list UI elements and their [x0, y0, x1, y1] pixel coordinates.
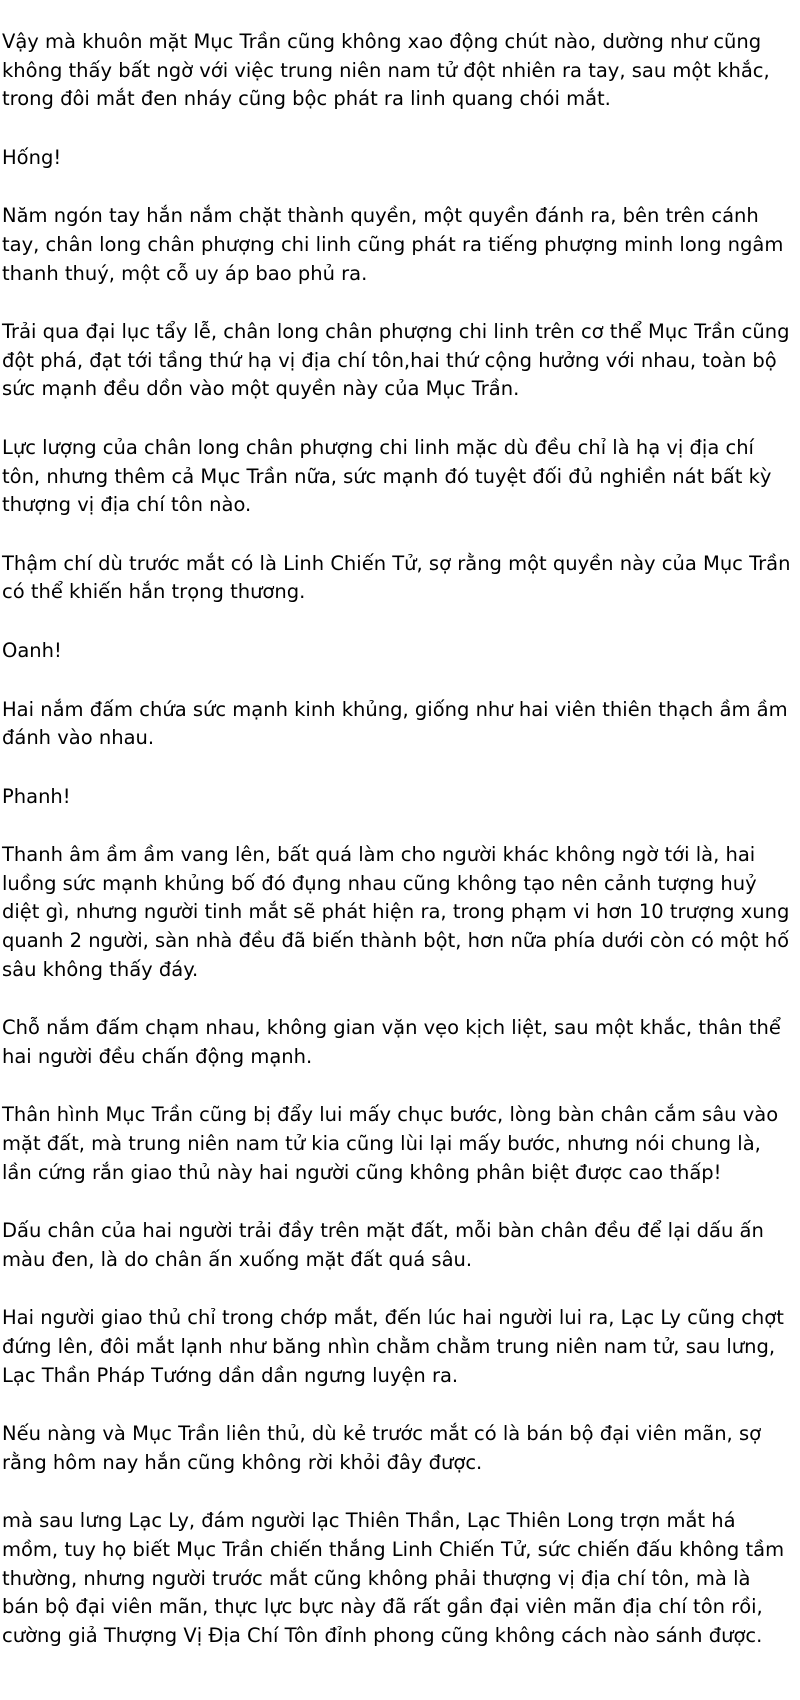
paragraph-9: Phanh! [2, 784, 71, 808]
paragraph-1: Vậy mà khuôn mặt Mục Trần cũng không xao động chút nào, dường như cũng không thấy bất ngờ với việc trung niên nam tử đột nhiên ra tay, sau một khắc, trong đôi mắt đen nháy cũng bộc phát ra linh quang chói mắt. [2, 30, 770, 111]
paragraph-16: mà sau lưng Lạc Ly, đám người lạc Thiên Thần, Lạc Thiên Long trợn mắt há mồm, tuy họ biết Mục Trần chiến thắng Linh Chiến Tử, sức chiến đấu không tầm thường, nhưng người trước mắt cũng không phải thượng vị địa chí tôn, mà là bán bộ đại viên mãn, thực lực bực này đã rất gần đại viên mãn địa chí tôn rồi, cường giả Thượng Vị Địa Chí Tôn đỉnh phong cũng không cách nào sánh được. [2, 1509, 785, 1647]
paragraph-8: Hai nắm đấm chứa sức mạnh kinh khủng, giống như hai viên thiên thạch ầm ầm đánh vào nhau. [2, 697, 788, 750]
paragraph-7: Oanh! [2, 638, 62, 662]
paragraph-14: Hai người giao thủ chỉ trong chớp mắt, đến lúc hai người lui ra, Lạc Ly cũng chợt đứng lên, đôi mắt lạnh như băng nhìn chằm chằm trung niên nam tử, sau lưng, Lạc Thần Pháp Tướng dần dần ngưng luyện ra. [2, 1306, 784, 1387]
paragraph-12: Thân hình Mục Trần cũng bị đẩy lui mấy chục bước, lòng bàn chân cắm sâu vào mặt đất, mà trung niên nam tử kia cũng lùi lại mấy bước, nhưng nói chung là, lần cứng rắn giao thủ này hai người cũng không phân biệt được cao thấp! [2, 1103, 779, 1184]
paragraph-15: Nếu nàng và Mục Trần liên thủ, dù kẻ trước mắt có là bán bộ đại viên mãn, sợ rằng hôm nay hắn cũng không rời khỏi đây được. [2, 1422, 762, 1474]
paragraph-13: Dấu chân của hai người trải đầy trên mặt đất, mỗi bàn chân đều để lại dấu ấn màu đen, là do chân ấn xuống mặt đất quá sâu. [2, 1219, 764, 1271]
paragraph-6: Thậm chí dù trước mắt có là Linh Chiến Tử, sợ rằng một quyền này của Mục Trần có thể khiến hắn trọng thương. [2, 551, 791, 604]
paragraph-3: Năm ngón tay hắn nắm chặt thành quyền, một quyền đánh ra, bên trên cánh tay, chân long chân phượng chi linh cũng phát ra tiếng phượng minh long ngâm thanh thuý, một cỗ uy áp bao phủ ra. [2, 204, 784, 285]
paragraph-10: Thanh âm ầm ầm vang lên, bất quá làm cho người khác không ngờ tới là, hai luồng sức mạnh khủng bố đó đụng nhau cũng không tạo nên cảnh tượng huỷ diệt gì, nhưng người tinh mắt sẽ phát hiện ra, trong phạm vi hơn 10 trượng xung quanh 2 người, sàn nhà đều đã biến thành bột, hơn nữa phía dưới còn có một hố sâu không thấy đáy. [2, 843, 790, 981]
paragraph-5: Lực lượng của chân long chân phượng chi linh mặc dù đều chỉ là hạ vị địa chí tôn, nhưng thêm cả Mục Trần nữa, sức mạnh đó tuyệt đối đủ nghiền nát bất kỳ thượng vị địa chí tôn nào. [2, 435, 772, 517]
paragraph-11: Chỗ nắm đấm chạm nhau, không gian vặn vẹo kịch liệt, sau một khắc, thân thể hai người đều chấn động mạnh. [2, 1016, 781, 1068]
paragraph-2: Hống! [2, 145, 62, 169]
paragraph-4: Trải qua đại lục tẩy lễ, chân long chân phượng chi linh trên cơ thể Mục Trần cũng đột phá, đạt tới tầng thứ hạ vị địa chí tôn,hai thứ cộng hưởng với nhau, toàn bộ sức mạnh đều dồn vào một quyền này của Mục Trần. [2, 320, 790, 401]
